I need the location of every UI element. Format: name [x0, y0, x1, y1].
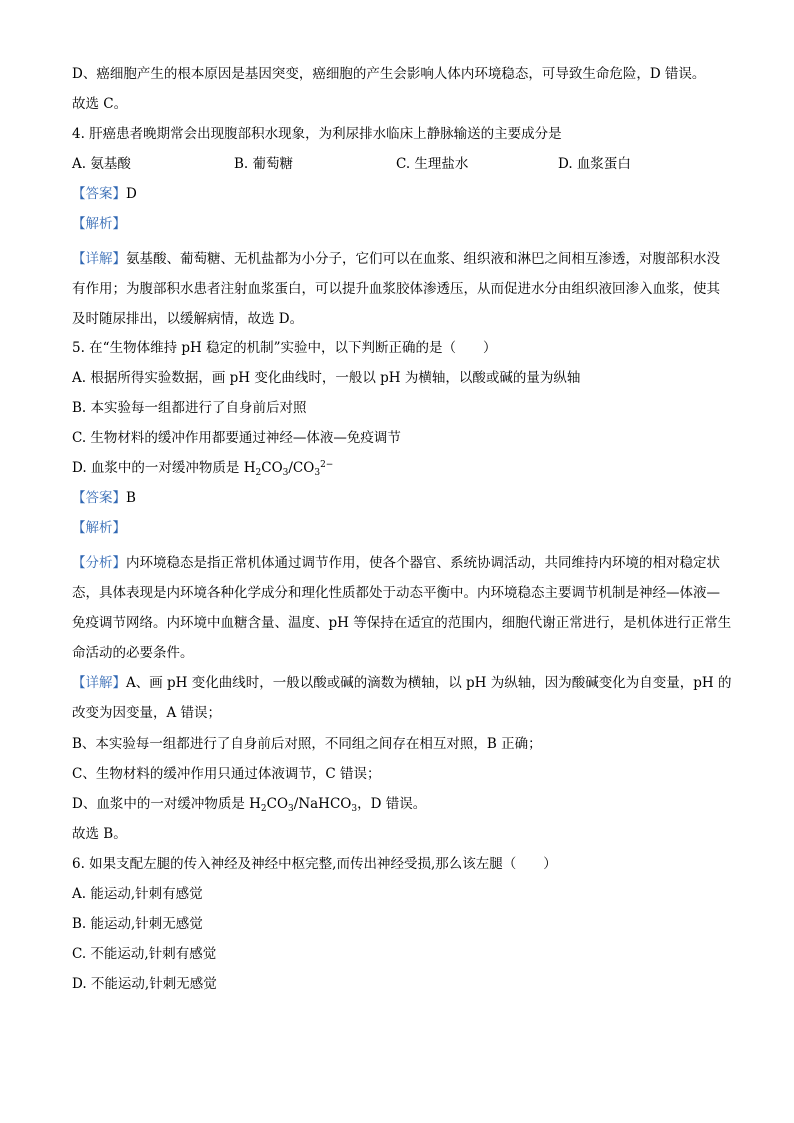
analysis-tag: 【解析】	[72, 520, 126, 536]
answer-line	[72, 184, 732, 204]
superscript: 2−	[320, 460, 334, 470]
option-d: D. 血浆蛋白	[558, 156, 631, 172]
formula-part: ，D 错误。	[357, 796, 427, 812]
option-d-text: D. 血浆中的一对缓冲物质是 H	[72, 460, 256, 476]
detail-c: C、生物材料的缓冲作用只通过体液调节，C 错误；	[72, 766, 381, 782]
subscript: 2	[260, 804, 267, 814]
detail-paragraph	[72, 668, 732, 728]
option-b: B. 本实验每一组都进行了自身前后对照	[72, 400, 307, 416]
analysis-tag: 【解析】	[72, 216, 126, 232]
formula-part: CO	[261, 460, 283, 476]
subscript: 3	[314, 468, 321, 478]
question-4-options	[72, 154, 732, 174]
answer-line	[72, 488, 732, 508]
answer-tag: 【答案】	[72, 490, 126, 506]
formula-part: /NaHCO	[293, 796, 352, 812]
text-line: D、癌细胞产生的根本原因是基因突变，癌细胞的产生会影响人体内环境稳态，可导致生命危险，D 错误。	[72, 66, 706, 82]
detail-text: A、画 pH 变化曲线时，一般以酸或碱的滴数为横轴，以 pH 为纵轴，因为酸碱变化为自变量，pH 的改变为因变量，A 错误；	[72, 675, 732, 721]
option-d	[72, 458, 732, 478]
fenxi-paragraph	[72, 548, 732, 668]
option-c: C. 不能运动,针刺有感觉	[72, 946, 217, 962]
subscript: 3	[288, 804, 294, 814]
option-a: A. 能运动,针刺有感觉	[72, 886, 203, 902]
final-answer: 故选 B。	[72, 826, 127, 842]
detail-tag: 【详解】	[72, 675, 126, 691]
formula-part: CO	[266, 796, 289, 812]
subscript: 2	[255, 468, 262, 478]
option-b: B. 葡萄糖	[234, 156, 294, 172]
fenxi-tag: 【分析】	[72, 555, 126, 571]
detail-paragraph	[72, 244, 732, 334]
answer-tag: 【答案】	[72, 186, 126, 202]
answer-value: B	[126, 490, 136, 506]
detail-text: 氨基酸、葡萄糖、无机盐都为小分子，它们可以在血浆、组织液和淋巴之间相互渗透，对腹部积水没有作用；为腹部积水患者注射血浆蛋白，可以提升血浆胶体渗透压，从而促进水分由组织液回渗入血浆，使其及时随尿排出，以缓解病情，故选 D。	[72, 251, 720, 327]
fenxi-text: 内环境稳态是指正常机体通过调节作用，使各个器官、系统协调活动，共同维持内环境的相对稳定状态，具体表现是内环境各种化学成分和理化性质都处于动态平衡中。内环境稳态主要调节机制是神经—体液—免疫调节网络。内环境中血糖含量、温度、pH 等保持在适宜的范围内，细胞代谢正常进行，是机体进行正常生命活动的必要条件。	[72, 555, 732, 661]
document-page	[72, 64, 732, 1004]
detail-d-text: D、血浆中的一对缓冲物质是 H	[72, 796, 261, 812]
detail-b: B、本实验每一组都进行了自身前后对照，不同组之间存在相互对照，B 正确；	[72, 736, 542, 752]
answer-value: D	[126, 186, 137, 202]
text-line: 故选 C。	[72, 96, 128, 112]
option-a: A. 根据所得实验数据，画 pH 变化曲线时，一般以 pH 为横轴，以酸或碱的量为纵轴	[72, 370, 581, 386]
formula-part: /CO	[288, 460, 315, 476]
analysis-line	[72, 518, 732, 538]
analysis-line	[72, 214, 732, 234]
question-5: 5. 在“生物体维持 pH 稳定的机制”实验中，以下判断正确的是（ ）	[72, 340, 497, 356]
detail-d	[72, 794, 732, 814]
subscript: 3	[282, 468, 289, 478]
option-c: C. 生理盐水	[396, 156, 469, 172]
question-6: 6. 如果支配左腿的传入神经及神经中枢完整,而传出神经受损,那么该左腿（ ）	[72, 856, 557, 872]
option-d: D. 不能运动,针刺无感觉	[72, 976, 217, 992]
detail-tag: 【详解】	[72, 251, 126, 267]
option-c: C. 生物材料的缓冲作用都要通过神经—体液—免疫调节	[72, 430, 401, 446]
subscript: 3	[351, 804, 358, 814]
option-b: B. 能运动,针刺无感觉	[72, 916, 203, 932]
option-a: A. 氨基酸	[72, 156, 131, 172]
question-4: 4. 肝癌患者晚期常会出现腹部积水现象，为利尿排水临床上静脉输送的主要成分是	[72, 126, 562, 142]
